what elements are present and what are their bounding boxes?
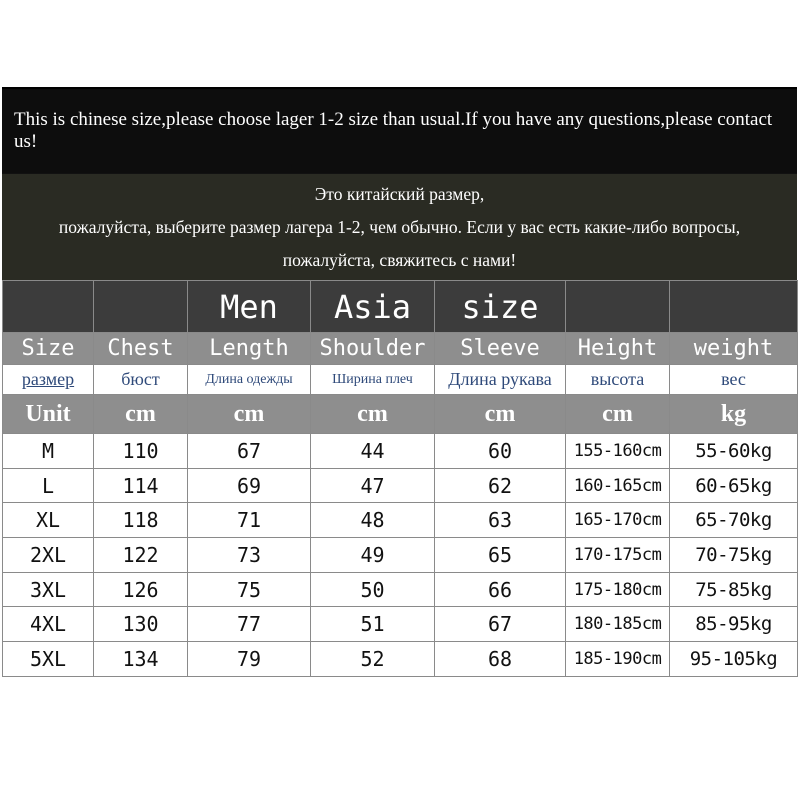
unit-cell: cm [188, 395, 311, 434]
column-header: Length [188, 333, 311, 365]
table-cell: 75-85kg [670, 572, 798, 607]
table-row [3, 572, 798, 607]
unit-cell: kg [670, 395, 798, 434]
column-header: Shoulder [311, 333, 435, 365]
table-row [3, 538, 798, 573]
column-header: Height [566, 333, 670, 365]
table-cell: 165-170cm [566, 503, 670, 538]
table-row [3, 468, 798, 503]
size-data-rows [3, 434, 798, 677]
table-cell: 66 [435, 572, 566, 607]
table-cell: 4XL [3, 607, 94, 642]
table-cell: 122 [94, 538, 188, 573]
table-cell: 65 [435, 538, 566, 573]
table-cell: 180-185cm [566, 607, 670, 642]
table-cell: 160-165cm [566, 468, 670, 503]
table-cell: 85-95kg [670, 607, 798, 642]
title-cell [670, 281, 798, 333]
table-cell: 60 [435, 434, 566, 469]
table-cell: 49 [311, 538, 435, 573]
size-chart [2, 87, 797, 677]
table-cell: 63 [435, 503, 566, 538]
table-cell: 60-65kg [670, 468, 798, 503]
table-cell: 114 [94, 468, 188, 503]
russian-notice-line: пожалуйста, выберите размер лагера 1-2, чем обычно. Если у вас есть какие-либо вопросы, [58, 216, 741, 237]
table-cell: 95-105kg [670, 642, 798, 677]
russian-notice-line: Это китайский размер, [314, 183, 485, 204]
table-cell: 52 [311, 642, 435, 677]
table-cell: 68 [435, 642, 566, 677]
unit-cell: cm [566, 395, 670, 434]
table-cell: 118 [94, 503, 188, 538]
table-cell: 110 [94, 434, 188, 469]
table-row [3, 434, 798, 469]
russian-notice-line: пожалуйста, свяжитесь с нами! [282, 249, 517, 270]
column-header: Size [3, 333, 94, 365]
table-cell: 3XL [3, 572, 94, 607]
unit-cell: cm [94, 395, 188, 434]
table-cell: 170-175cm [566, 538, 670, 573]
table-cell: 69 [188, 468, 311, 503]
table-cell: 50 [311, 572, 435, 607]
table-cell: 70-75kg [670, 538, 798, 573]
column-header-ru-row [3, 365, 798, 395]
table-row [3, 607, 798, 642]
table-cell: 75 [188, 572, 311, 607]
table-cell: 175-180cm [566, 572, 670, 607]
table-cell: 134 [94, 642, 188, 677]
table-cell: 5XL [3, 642, 94, 677]
title-cell: Men [188, 281, 311, 333]
unit-cell: cm [311, 395, 435, 434]
column-header: weight [670, 333, 798, 365]
size-table [2, 280, 798, 677]
table-cell: 2XL [3, 538, 94, 573]
table-cell: 71 [188, 503, 311, 538]
table-cell: M [3, 434, 94, 469]
column-header-ru: Длина рукава [435, 365, 566, 395]
column-header-ru: Ширина плеч [311, 365, 435, 395]
table-cell: 65-70kg [670, 503, 798, 538]
column-header: Sleeve [435, 333, 566, 365]
table-cell: 62 [435, 468, 566, 503]
column-header-ru: бюст [94, 365, 188, 395]
russian-notice-banner [2, 173, 797, 280]
column-header-ru: размер [3, 365, 94, 395]
title-cell: Asia [311, 281, 435, 333]
table-cell: XL [3, 503, 94, 538]
column-header: Chest [94, 333, 188, 365]
table-cell: 67 [435, 607, 566, 642]
table-cell: 55-60kg [670, 434, 798, 469]
table-cell: 130 [94, 607, 188, 642]
title-cell [3, 281, 94, 333]
table-cell: 155-160cm [566, 434, 670, 469]
title-cell [566, 281, 670, 333]
column-header-ru: Длина одежды [188, 365, 311, 395]
table-cell: 126 [94, 572, 188, 607]
table-cell: 73 [188, 538, 311, 573]
unit-cell: Unit [3, 395, 94, 434]
table-title-row [3, 281, 798, 333]
column-header-ru: высота [566, 365, 670, 395]
table-cell: 48 [311, 503, 435, 538]
table-row [3, 642, 798, 677]
table-cell: 44 [311, 434, 435, 469]
table-cell: 67 [188, 434, 311, 469]
title-cell: size [435, 281, 566, 333]
english-notice-text: This is chinese size,please choose lager 1-2 size than usual.If you have any questions,please contact us! [14, 109, 773, 152]
english-notice-banner [2, 87, 797, 173]
unit-cell: cm [435, 395, 566, 434]
table-cell: 47 [311, 468, 435, 503]
table-cell: L [3, 468, 94, 503]
table-cell: 77 [188, 607, 311, 642]
table-cell: 185-190cm [566, 642, 670, 677]
table-row [3, 503, 798, 538]
unit-row [3, 395, 798, 434]
table-cell: 51 [311, 607, 435, 642]
column-header-row [3, 333, 798, 365]
column-header-ru: вес [670, 365, 798, 395]
title-cell [94, 281, 188, 333]
table-cell: 79 [188, 642, 311, 677]
